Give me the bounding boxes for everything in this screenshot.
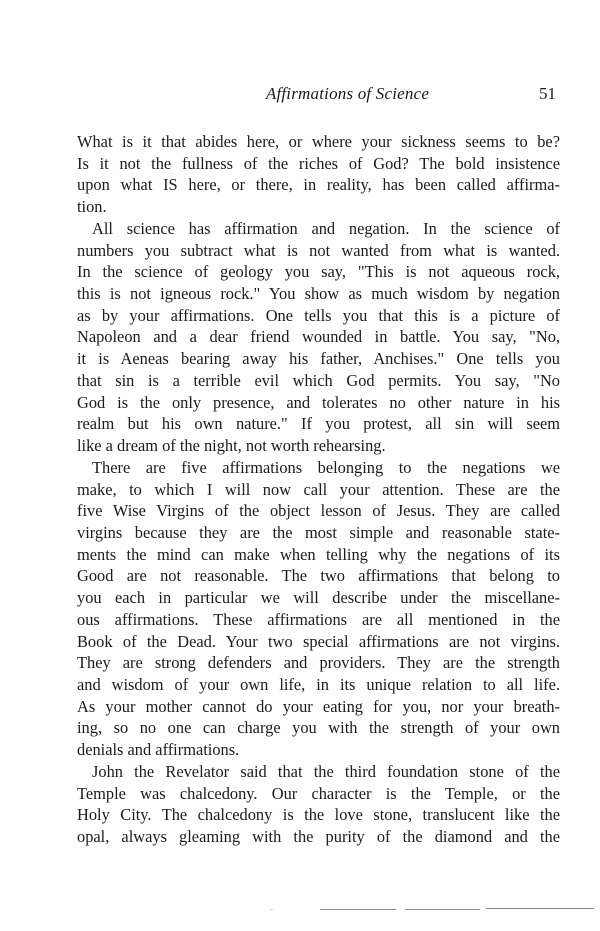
text-line: and wisdom of your own life, in its unique relation to all life. xyxy=(77,674,560,694)
scan-rule xyxy=(405,909,480,910)
scan-rule xyxy=(320,909,396,910)
text-line: Temple was chalcedony. Our character is the Temple, or the xyxy=(77,783,560,803)
text-line: There are five affirmations belonging to the negations we xyxy=(92,457,560,477)
paragraph xyxy=(77,457,560,761)
running-title: Affirmations of Science xyxy=(265,84,430,103)
text-line: Good are not reasonable. The two affirmations that belong to xyxy=(77,566,560,586)
text-line: John the Revelator said that the third foundation stone of the xyxy=(92,761,560,781)
text-line: Book of the Dead. Your two special affirmations are not virgins. xyxy=(77,631,560,651)
text-line: it is Aeneas bearing away his father, Anchises." One tells you xyxy=(77,349,560,369)
text-line: As your mother cannot do your eating for you, nor your breath- xyxy=(77,696,560,716)
paragraph xyxy=(77,761,560,848)
text-line: upon what IS here, or there, in reality, has been called affirma- xyxy=(77,175,560,195)
text-line: ous affirmations. These affirmations are all mentioned in the xyxy=(77,609,560,629)
text-line: opal, always gleaming with the purity of the diamond and the xyxy=(77,827,560,846)
text-line: Holy City. The chalcedony is the love stone, translucent like the xyxy=(77,805,560,825)
text-line: as by your affirmations. One tells you that this is a picture of xyxy=(77,305,560,325)
scan-rule xyxy=(270,909,273,910)
scan-rule xyxy=(486,908,594,909)
page-number: 51 xyxy=(539,84,556,103)
text-line: What is it that abides here, or where your sickness seems to be? xyxy=(77,132,560,151)
text-line: God is the only presence, and tolerates no other nature in his xyxy=(77,392,560,412)
paragraph xyxy=(77,218,560,457)
text-line: tion. xyxy=(77,197,107,217)
text-line: Napoleon and a dear friend wounded in battle. You say, "No, xyxy=(77,327,560,347)
running-head xyxy=(77,84,558,108)
paragraph xyxy=(77,131,560,218)
text-line: make, to which I will now call your attention. These are the xyxy=(77,479,560,499)
text-line: virgins because they are the most simple and reasonable state- xyxy=(77,522,560,542)
scan-artifact-rules xyxy=(250,907,600,911)
body-text xyxy=(77,131,560,848)
text-line: numbers you subtract what is not wanted from what is wanted. xyxy=(77,240,560,260)
text-line: ing, so no one can charge you with the strength of your own xyxy=(77,718,560,738)
text-line: Is it not the fullness of the riches of God? The bold insistence xyxy=(77,153,560,173)
text-line: this is not igneous rock." You show as much wisdom by negation xyxy=(77,284,560,304)
text-line: that sin is a terrible evil which God permits. You say, "No xyxy=(77,370,560,390)
text-line: In the science of geology you say, "This is not aqueous rock, xyxy=(77,262,560,282)
text-line: All science has affirmation and negation. In the science of xyxy=(92,218,560,238)
text-line: ments the mind can make when telling why the negations of its xyxy=(77,544,560,564)
text-line: like a dream of the night, not worth rehearsing. xyxy=(77,436,386,456)
text-line: you each in particular we will describe under the miscellane- xyxy=(77,588,560,608)
text-line: realm but his own nature." If you protest, all sin will seem xyxy=(77,414,560,434)
text-line: denials and affirmations. xyxy=(77,740,240,760)
text-line: five Wise Virgins of the object lesson of Jesus. They are called xyxy=(77,501,560,521)
text-line: They are strong defenders and providers. They are the strength xyxy=(77,653,560,673)
